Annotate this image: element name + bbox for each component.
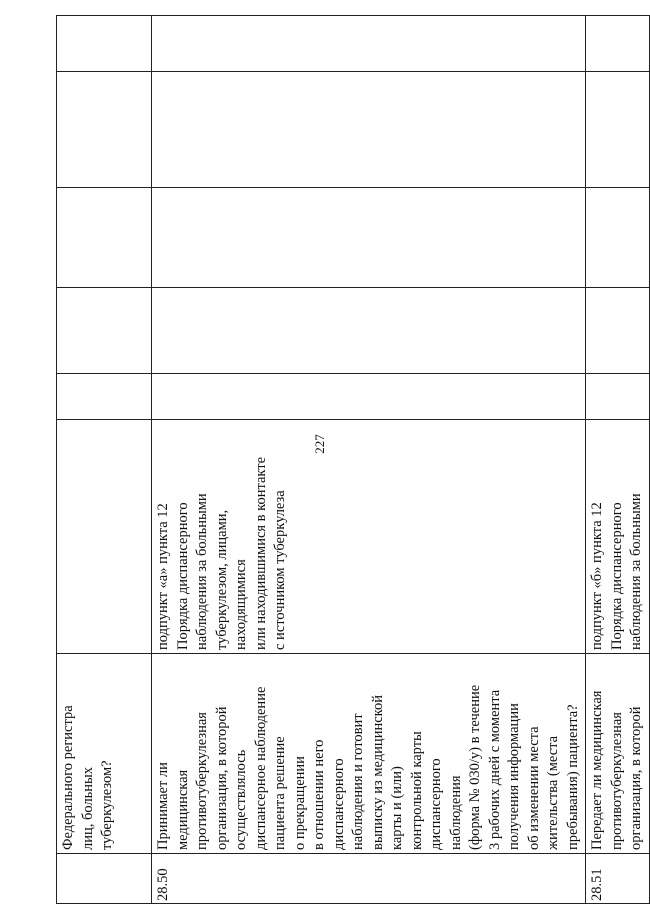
row-number-cell (57, 854, 152, 904)
answer-cell (586, 288, 650, 374)
basis-cell: подпункт «а» пункта 12 Порядка диспансерного наблюдения за больными туберкулезом, лицами, находящимися или находившимися в контакте с источником туберкулеза (152, 420, 586, 654)
question-cell: Федерального регистра лиц, больных туберкулезом? (57, 654, 152, 854)
answer-cell (152, 288, 586, 374)
question-cell: Передает ли медицинская противотуберкулезная организация, в которой (586, 654, 650, 854)
table-row (152, 16, 586, 904)
answer-cell (152, 374, 586, 420)
answer-cell (57, 288, 152, 374)
question-cell: Принимает ли медицинская противотуберкулезная организация, в которой осуществлялось диспансерное наблюдение пациента решение о прекращении в отношении него диспансерного наблюдения и готовит выписку из медицинской карты и (или) контрольной карты диспансерного наблюдения (форма № 030/у) в течение 3 рабочих дней с момента получения информации об изменении места жительства (места пребывания) пациента? (152, 654, 586, 854)
answer-cell (152, 188, 586, 288)
table-row (586, 16, 650, 904)
basis-cell (57, 420, 152, 654)
answer-cell (57, 16, 152, 72)
answer-cell (586, 72, 650, 188)
page-number: 227 (312, 434, 327, 454)
answer-cell (586, 16, 650, 72)
answer-cell (586, 374, 650, 420)
answer-cell (57, 72, 152, 188)
answer-cell (586, 188, 650, 288)
answer-cell (152, 72, 586, 188)
checklist-table (56, 15, 650, 904)
row-number-cell: 28.50 (152, 854, 586, 904)
answer-cell (152, 16, 586, 72)
answer-cell (57, 374, 152, 420)
row-number-cell: 28.51 (586, 854, 650, 904)
answer-cell (57, 188, 152, 288)
basis-cell: подпункт «б» пункта 12 Порядка диспансерного наблюдения за больными (586, 420, 650, 654)
rotated-page-content (56, 16, 644, 904)
table-row (57, 16, 152, 904)
